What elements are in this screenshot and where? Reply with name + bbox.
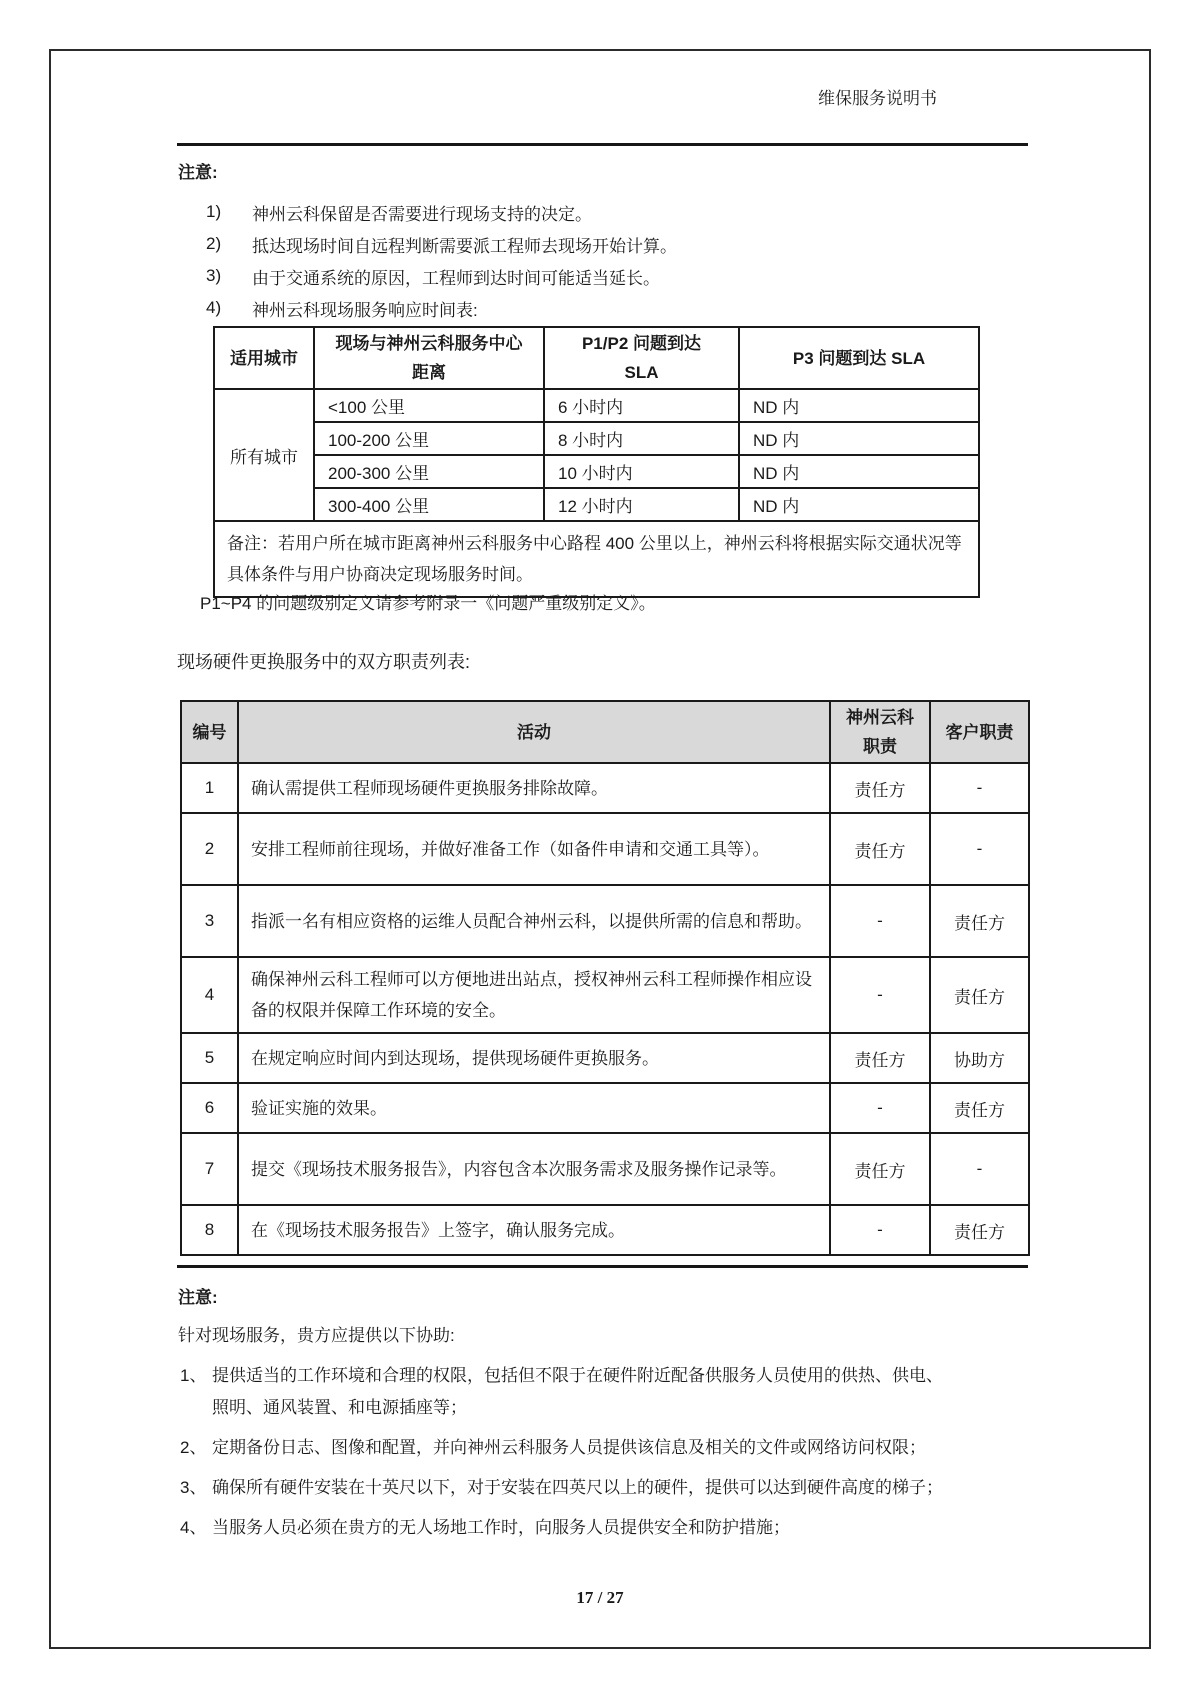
top-divider — [177, 143, 1028, 146]
item-number: 1、 — [180, 1366, 207, 1385]
p1p4-definition-note: P1~P4 的问题级别定义请参考附录一《问题严重级别定义》。 — [200, 594, 656, 613]
sla-city-group: 所有城市 — [214, 389, 314, 521]
sla-p3: ND 内 — [739, 455, 979, 488]
row-vendor-role: 责任方 — [830, 1133, 930, 1205]
table-row — [181, 763, 1029, 813]
resp-col-activity: 活动 — [238, 701, 830, 763]
sla-p1p2: 12 小时内 — [544, 488, 739, 521]
list-item — [180, 1360, 954, 1424]
row-vendor-role: - — [830, 1083, 930, 1133]
item-text: 由于交通系统的原因，工程师到达时间可能适当延长。 — [252, 268, 660, 288]
item-number: 2) — [206, 234, 222, 253]
row-customer-role: 责任方 — [930, 1205, 1029, 1255]
row-customer-role: - — [930, 813, 1029, 885]
row-number: 1 — [181, 763, 238, 813]
table-remark-row — [214, 521, 979, 597]
row-number: 5 — [181, 1033, 238, 1083]
responsibility-section-title: 现场硬件更换服务中的双方职责列表: — [177, 652, 470, 672]
row-vendor-role: - — [830, 957, 930, 1033]
sla-col-distance: 现场与神州云科服务中心距离 — [314, 327, 544, 389]
table-header-row — [181, 701, 1029, 763]
sla-distance: 300-400 公里 — [314, 488, 544, 521]
sla-distance: 200-300 公里 — [314, 455, 544, 488]
resp-col-vendor: 神州云科职责 — [830, 701, 930, 763]
item-text: 抵达现场时间自远程判断需要派工程师去现场开始计算。 — [252, 236, 677, 256]
row-activity: 确保神州云科工程师可以方便地进出站点，授权神州云科工程师操作相应设备的权限并保障工作环境的安全。 — [238, 957, 830, 1033]
row-activity: 验证实施的效果。 — [238, 1083, 830, 1133]
sla-distance: <100 公里 — [314, 389, 544, 422]
row-number: 6 — [181, 1083, 238, 1133]
resp-col-customer: 客户职责 — [930, 701, 1029, 763]
item-text: 当服务人员必须在贵方的无人场地工作时，向服务人员提供安全和防护措施； — [212, 1518, 790, 1537]
row-activity: 确认需提供工程师现场硬件更换服务排除故障。 — [238, 763, 830, 813]
row-customer-role: 责任方 — [930, 1083, 1029, 1133]
item-number: 2、 — [180, 1438, 207, 1457]
row-activity: 提交《现场技术服务报告》，内容包含本次服务需求及服务操作记录等。 — [238, 1133, 830, 1205]
sla-p1p2: 10 小时内 — [544, 455, 739, 488]
table-row — [181, 1133, 1029, 1205]
table-row — [181, 1205, 1029, 1255]
document-header-title: 维保服务说明书 — [818, 89, 937, 108]
table-row — [214, 422, 979, 455]
sla-p3: ND 内 — [739, 488, 979, 521]
item-text: 神州云科现场服务响应时间表: — [252, 300, 478, 320]
row-vendor-role: 责任方 — [830, 763, 930, 813]
item-number: 4、 — [180, 1518, 207, 1537]
page-number: 17 / 27 — [576, 1588, 624, 1607]
row-vendor-role: 责任方 — [830, 1033, 930, 1083]
row-customer-role: 协助方 — [930, 1033, 1029, 1083]
responsibility-table — [180, 700, 1030, 1256]
table-row — [181, 1083, 1029, 1133]
row-activity: 在规定响应时间内到达现场，提供现场硬件更换服务。 — [238, 1033, 830, 1083]
list-item — [206, 292, 677, 324]
row-activity: 安排工程师前往现场，并做好准备工作（如备件申请和交通工具等）。 — [238, 813, 830, 885]
list-item — [206, 260, 677, 292]
list-item — [180, 1472, 954, 1504]
row-activity: 在《现场技术服务报告》上签字，确认服务完成。 — [238, 1205, 830, 1255]
item-text: 提供适当的工作环境和合理的权限，包括但不限于在硬件附近配备供服务人员使用的供热、供电、照明、通风装置、和电源插座等； — [212, 1366, 943, 1417]
table-row — [181, 1033, 1029, 1083]
sla-p1p2: 6 小时内 — [544, 389, 739, 422]
row-number: 2 — [181, 813, 238, 885]
notice-top-label: 注意: — [178, 163, 218, 182]
item-text: 确保所有硬件安装在十英尺以下，对于安装在四英尺以上的硬件，提供可以达到硬件高度的梯子； — [212, 1478, 943, 1497]
sla-col-city: 适用城市 — [214, 327, 314, 389]
row-vendor-role: - — [830, 1205, 930, 1255]
sla-col-p1p2: P1/P2 问题到达 SLA — [544, 327, 739, 389]
row-vendor-role: - — [830, 885, 930, 957]
row-customer-role: - — [930, 763, 1029, 813]
sla-remark: 备注：若用户所在城市距离神州云科服务中心路程 400 公里以上，神州云科将根据实际交通状况等具体条件与用户协商决定现场服务时间。 — [214, 521, 979, 597]
item-number: 3) — [206, 266, 222, 285]
list-item — [180, 1512, 954, 1544]
table-row — [181, 885, 1029, 957]
row-activity: 指派一名有相应资格的运维人员配合神州云科，以提供所需的信息和帮助。 — [238, 885, 830, 957]
sla-p1p2: 8 小时内 — [544, 422, 739, 455]
sla-p3: ND 内 — [739, 422, 979, 455]
item-text: 神州云科保留是否需要进行现场支持的决定。 — [252, 204, 592, 224]
sla-col-p3: P3 问题到达 SLA — [739, 327, 979, 389]
table-row — [214, 389, 979, 422]
row-number: 8 — [181, 1205, 238, 1255]
bottom-divider — [177, 1265, 1028, 1268]
sla-response-table — [213, 326, 980, 598]
row-number: 3 — [181, 885, 238, 957]
item-text: 定期备份日志、图像和配置，并向神州云科服务人员提供该信息及相关的文件或网络访问权限； — [212, 1438, 926, 1457]
row-number: 7 — [181, 1133, 238, 1205]
table-row — [214, 455, 979, 488]
row-customer-role: - — [930, 1133, 1029, 1205]
table-row — [181, 957, 1029, 1033]
table-header-row — [214, 327, 979, 389]
row-customer-role: 责任方 — [930, 957, 1029, 1033]
table-row — [214, 488, 979, 521]
row-customer-role: 责任方 — [930, 885, 1029, 957]
resp-col-no: 编号 — [181, 701, 238, 763]
list-item — [180, 1432, 954, 1464]
row-vendor-role: 责任方 — [830, 813, 930, 885]
item-number: 4) — [206, 298, 222, 317]
row-number: 4 — [181, 957, 238, 1033]
notice-bottom-label: 注意: — [178, 1288, 218, 1307]
sla-distance: 100-200 公里 — [314, 422, 544, 455]
notice-top-list — [206, 196, 677, 324]
list-item — [206, 196, 677, 228]
item-number: 3、 — [180, 1478, 207, 1497]
notice-bottom-intro: 针对现场服务，贵方应提供以下协助: — [178, 1326, 455, 1345]
sla-p3: ND 内 — [739, 389, 979, 422]
table-row — [181, 813, 1029, 885]
list-item — [206, 228, 677, 260]
item-number: 1) — [206, 202, 222, 221]
